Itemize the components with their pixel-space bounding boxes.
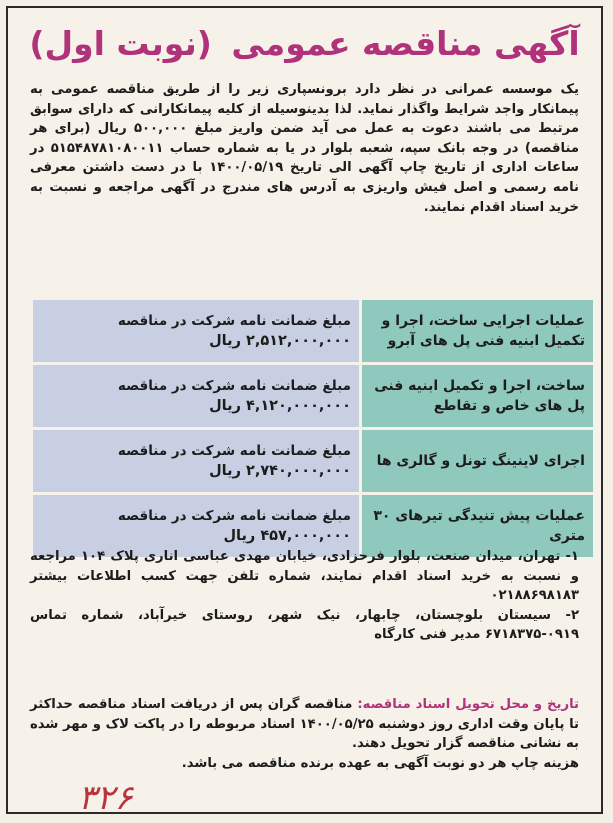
amount-value: ۲,۵۱۲,۰۰۰,۰۰۰ ریال [209,333,351,349]
intro-text: در نظر دارد برونسپاری زیر را از طریق مناقصه عمومی به پیمانکار واجد شرایط واگذار نماید. لذا بدینوسیله از کلیه پیمانکارانی که دارای سوابق مرتبط می باشند دعوت به عمل می آید ضمن واریز مبلغ ۵۰۰,۰۰۰ ریال (برای هر مناقصه) در وجه بانک سپه، شعبه بلوار در یا به شماره حساب ۵۱۵۴۸۷۸۱۰۸۰۰۱۱ در ساعات اداری از تاریخ چاپ آگهی الی تاریخ ۱۴۰۰/۰۵/۱۹ با در دست داشتن معرفی نامه رسمی و اصل فیش واریزی به آدرس های مندرج در آگهی مراجعه و نسبت به خرید اسناد اقدام نمایند. [30,82,580,215]
amount-label: مبلغ ضمانت نامه شرکت در مناقصه [117,508,351,524]
tender-amount [33,365,359,427]
tender-work: ساخت، اجرا و تکمیل ابنیه فنی پل های خاص و تقاطع [362,365,593,427]
intro-lead: یک موسسه عمرانی [444,82,579,97]
footer-note: هزینه چاپ هر دو نوبت آگهی به عهده برنده مناقصه می باشد. [181,755,579,771]
deadline-label: تاریخ و محل تحویل اسناد مناقصه: [357,697,580,712]
table-row [33,430,593,492]
amount-label: مبلغ ضمانت نامه شرکت در مناقصه [117,378,351,394]
deadline-text: مناقصه گران پس از دریافت اسناد مناقصه حداکثر تا پایان وقت اداری روز دوشنبه ۱۴۰۰/۰۵/۲۵ اسناد مربوطه را در پاکت لاک و مهر شده به نشانی مناقصه گزار تحویل دهند. [30,697,580,752]
address-tehran: ۱- تهران، میدان صنعت، بلوار فرحزادی، خیابان مهدی عباسی اناری پلاک ۱۰۴ مراجعه و نسبت به خرید اسناد اقدام نمایند، شماره تلفن جهت کسب اطلاعات بیشتر ۰۲۱۸۸۶۹۸۱۸۳ [30,549,579,604]
amount-label: مبلغ ضمانت نامه شرکت در مناقصه [117,313,351,329]
tenders-table [30,297,596,560]
address-sistan: ۲- سیستان بلوچستان، چابهار، نیک شهر، روستای خیرآباد، شماره تماس ۰۹۱۹-۶۷۱۸۳۷۵ مدیر فنی کارگاه [30,607,579,643]
advertisement-frame [6,6,603,818]
amount-value: ۴,۱۲۰,۰۰۰,۰۰۰ ریال [209,398,351,414]
addresses-section [30,547,579,645]
amount-label: مبلغ ضمانت نامه شرکت در مناقصه [117,443,351,459]
table-row [33,300,593,362]
tender-amount [33,300,359,362]
tender-amount [33,430,359,492]
tender-work: عملیات اجرایی ساخت، اجرا و تکمیل ابنیه فنی پل های آبرو [362,300,593,362]
intro-paragraph [30,80,579,217]
deadline-section [30,695,579,773]
title-round: (نوبت اول) [29,24,212,63]
ad-title [8,22,601,66]
table-row [33,365,593,427]
amount-value: ۴۵۷,۰۰۰,۰۰۰ ریال [223,528,351,544]
amount-value: ۲,۷۴۰,۰۰۰,۰۰۰ ریال [209,463,351,479]
tender-work: اجرای لاینینگ تونل و گالری ها [362,430,593,492]
handwritten-number: ۳۲۶ [78,778,133,818]
title-main: آگهی مناقصه عمومی [231,24,580,63]
tender-work: عملیات پیش تنیدگی تیرهای ۳۰ متری [362,495,593,557]
